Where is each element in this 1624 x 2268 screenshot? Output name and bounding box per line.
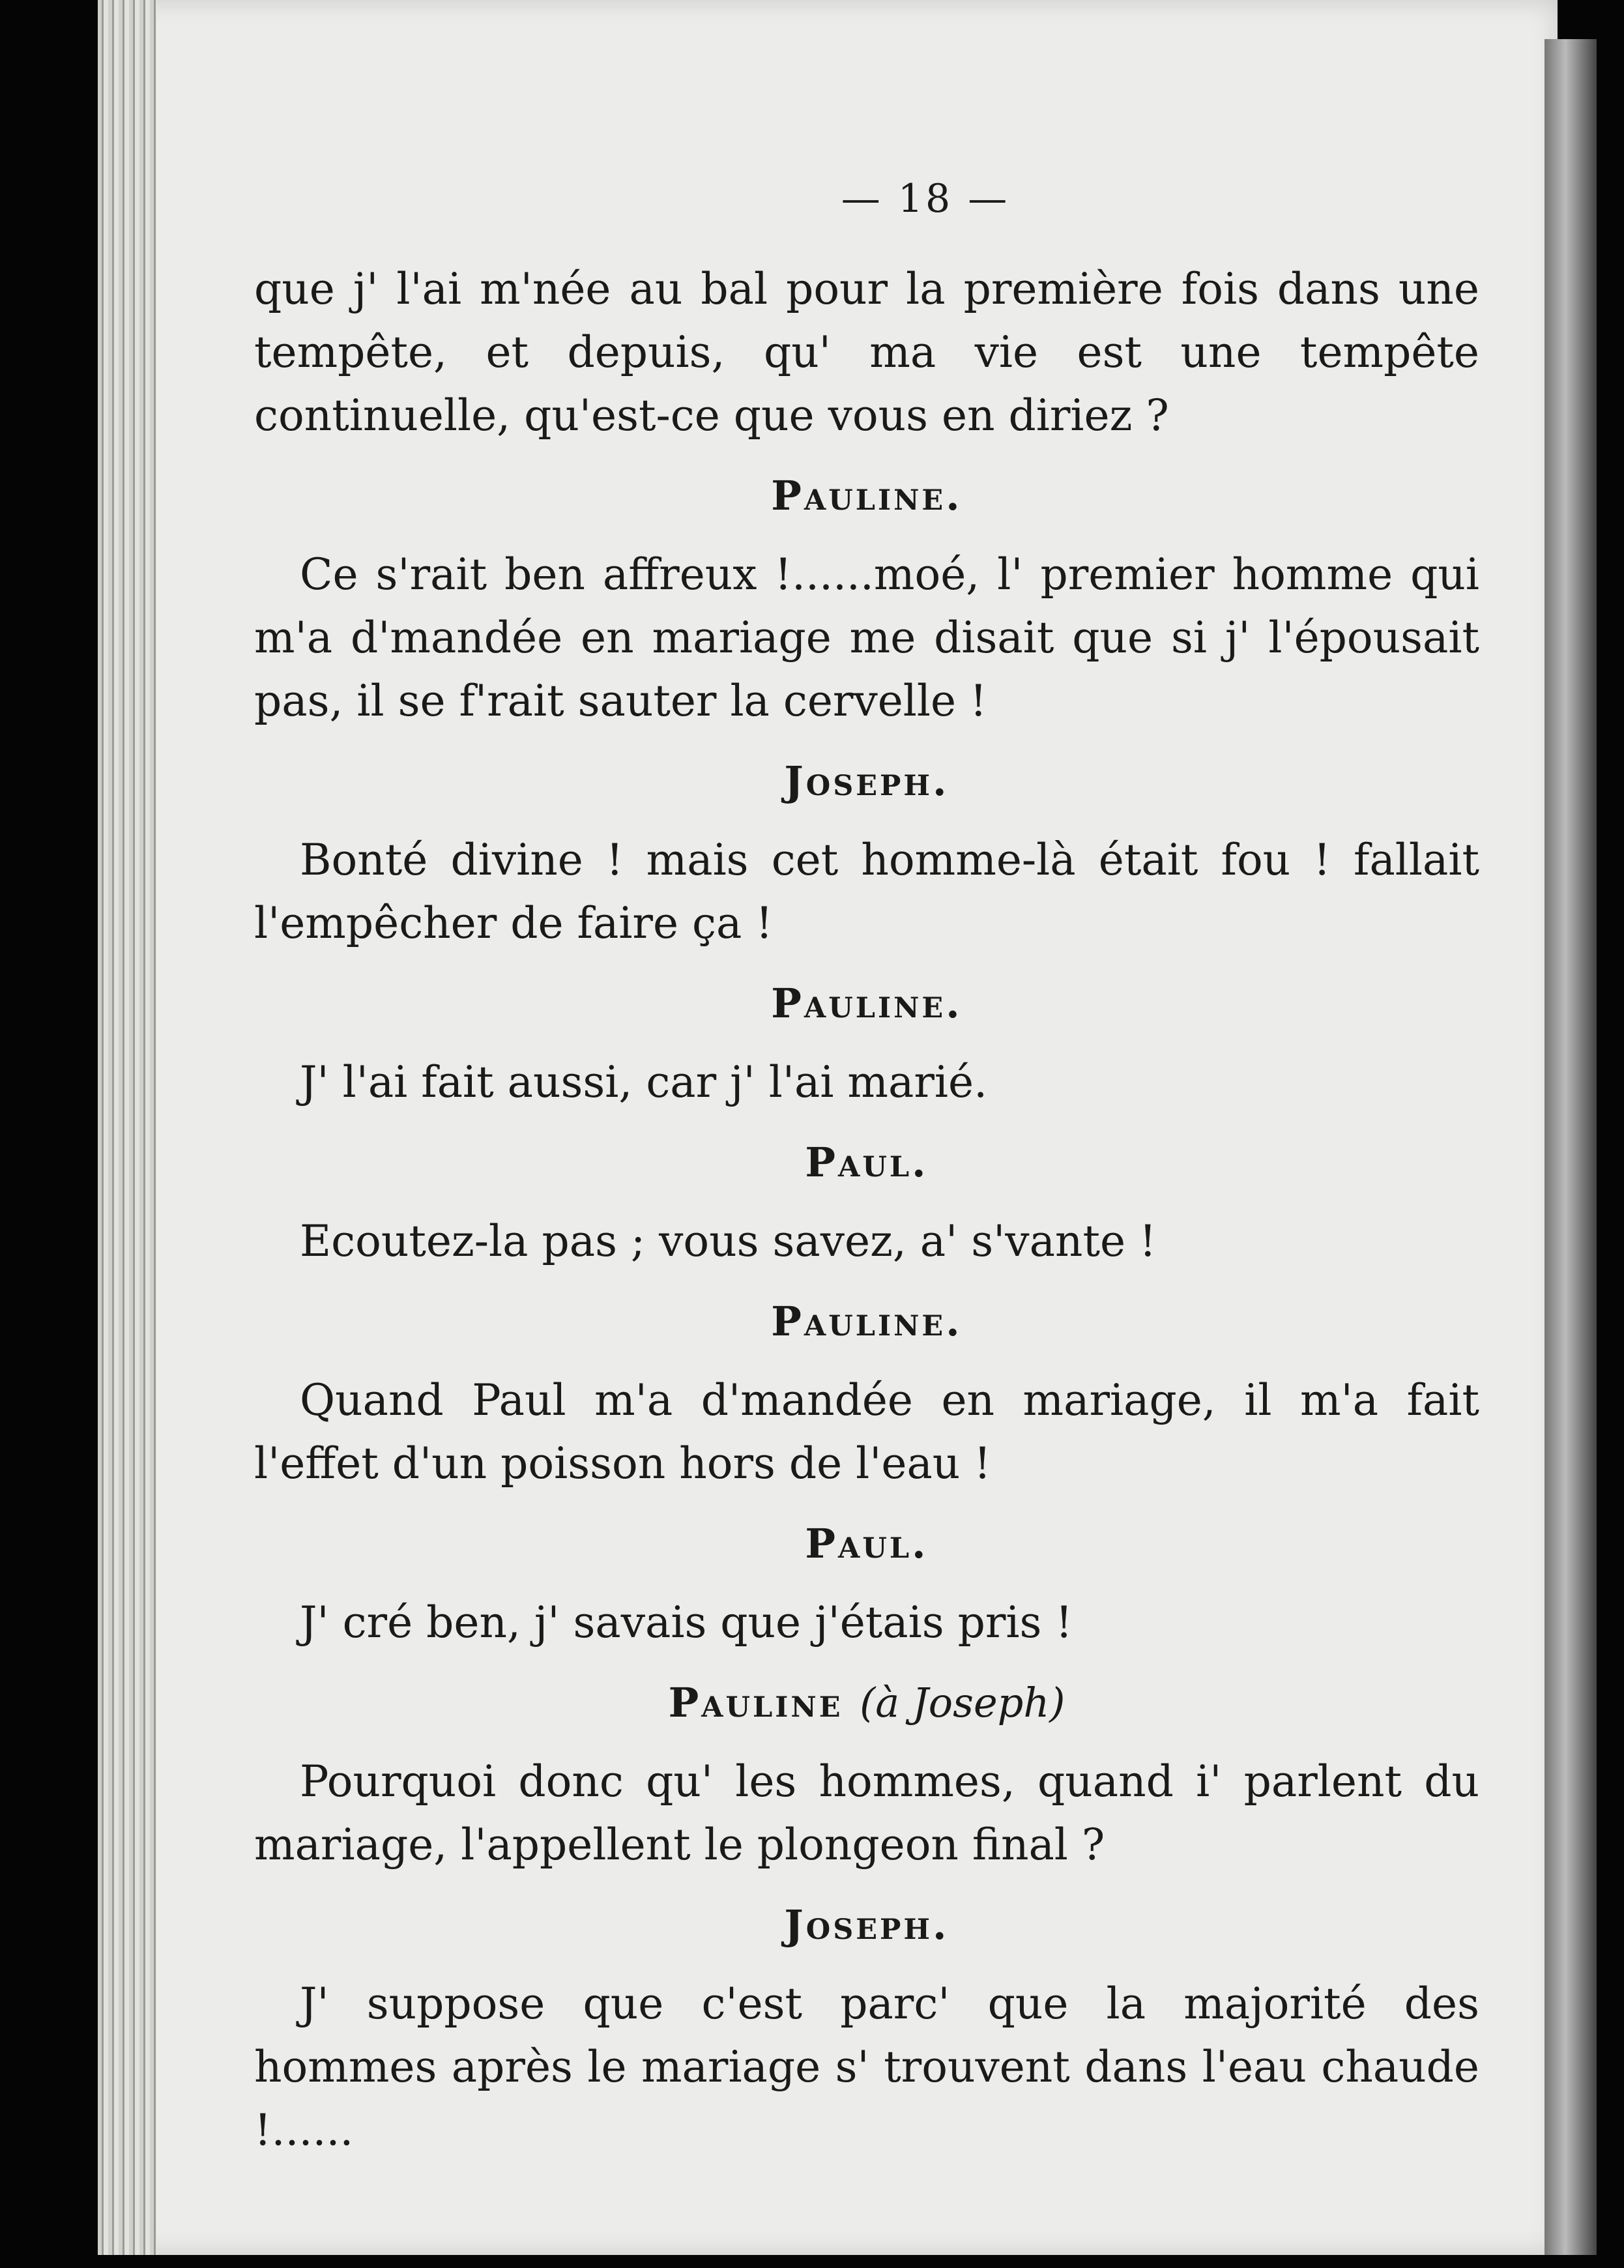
paragraph: J' cré ben, j' savais que j'étais pris ! — [300, 1597, 1073, 1648]
page-text — [254, 150, 1479, 2162]
paragraph: Quand Paul m'a d'mandée en mariage, il m'a fait l'effet d'un poisson hors de l'eau ! — [254, 1375, 1479, 1489]
speaker-name: Paul. — [805, 1139, 929, 1186]
speaker-name: Pauline. — [771, 980, 963, 1027]
paragraph: Pourquoi donc qu' les hommes, quand i' parlent du mariage, l'appellent le plongeon final ? — [254, 1756, 1479, 1870]
stage-direction: (à Joseph) — [860, 1679, 1066, 1726]
paragraph: que j' l'ai m'née au bal pour la première fois dans une tempête, et depuis, qu' ma vie est une tempête continuelle, qu'est-ce que vous en diriez ? — [254, 264, 1479, 441]
speaker-name: Joseph. — [784, 1901, 950, 1949]
paragraph: J' l'ai fait aussi, car j' l'ai marié. — [300, 1057, 988, 1107]
binding-shadow — [1544, 39, 1597, 2255]
speaker-name: Pauline (à Joseph) — [668, 1679, 1066, 1726]
paragraph: Ce s'rait ben affreux !......moé, l' premier homme qui m'a d'mandée en mariage me disait que si j' l'épousait pas, il se f'rait sauter la cervelle ! — [254, 549, 1479, 726]
page-edges — [98, 0, 156, 2255]
paragraph: J' suppose que c'est parc' que la majorité des hommes après le mariage s' trouvent dans l'eau chaude !...... — [254, 1979, 1479, 2155]
paragraph: Ecoutez-la pas ; vous savez, a' s'vante ! — [300, 1216, 1157, 1266]
page-number: — 18 — — [841, 176, 1010, 222]
paragraph: Bonté divine ! mais cet homme-là était fou ! fallait l'empêcher de faire ça ! — [254, 835, 1479, 948]
speaker-name: Pauline. — [771, 1298, 963, 1345]
speaker-name: Pauline. — [771, 472, 963, 519]
speaker-name: Joseph. — [784, 757, 950, 805]
speaker-name: Paul. — [805, 1520, 929, 1567]
